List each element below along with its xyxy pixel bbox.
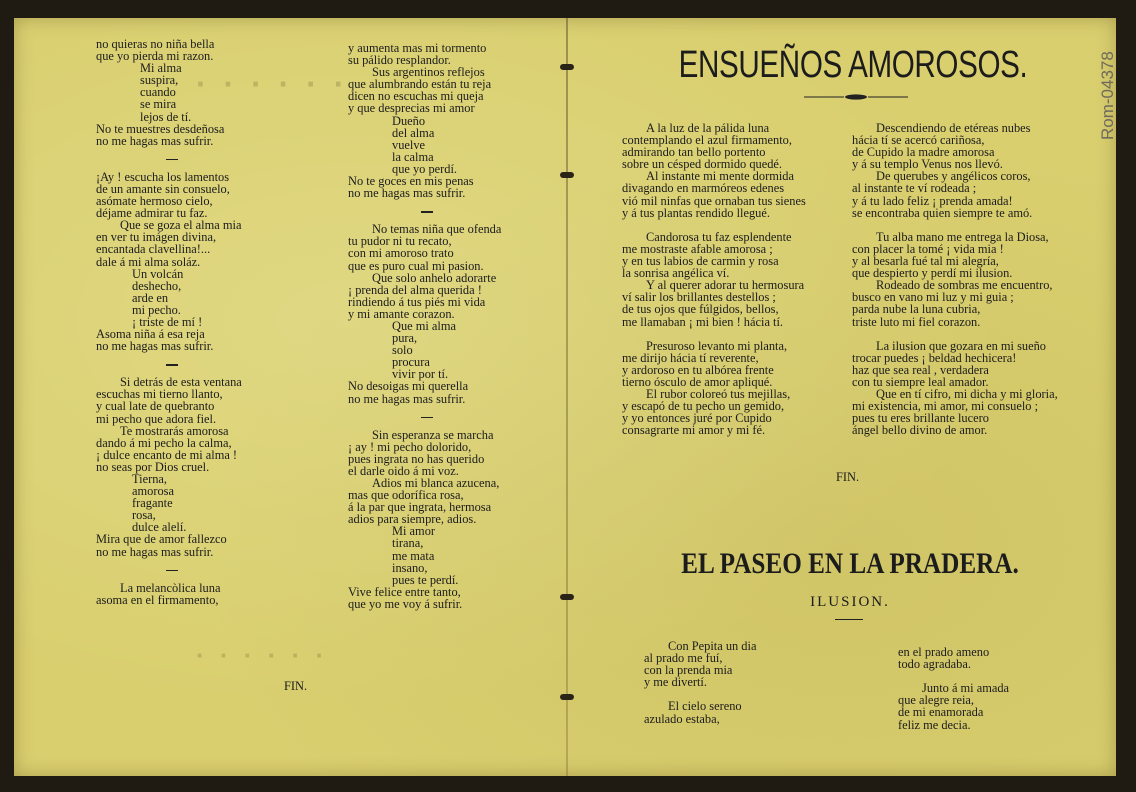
poem-line: no quieras no niña bella <box>96 37 215 51</box>
poem-line: cuando <box>140 85 176 100</box>
poem-line: ¡ prenda del alma querida ! <box>348 282 482 297</box>
poem-line: la sonrisa angélica ví. <box>622 266 730 281</box>
poem-line: ángel bello divino de amor. <box>852 423 988 438</box>
poem-line: No desoigas mi querella <box>348 379 469 394</box>
poem-line: feliz me decia. <box>898 717 971 732</box>
binding-stitch <box>560 594 574 600</box>
poem-line: dando á mi pecho la calma, <box>96 435 232 450</box>
poem-line: amorosa <box>132 484 174 499</box>
poem-line: y á tus plantas rendido llegué. <box>622 205 770 220</box>
poem-line: no me hagas mas sufrir. <box>96 339 214 354</box>
poem-line: trocar puedes ¡ beldad hechicera! <box>852 350 1017 365</box>
poem-line: de Cupido la madre amorosa <box>852 145 995 160</box>
poem-line: su pálido resplandor. <box>348 53 451 68</box>
poem-line: asómate hermoso cielo, <box>96 194 213 209</box>
poem-line: busco en vano mi luz y mi guia ; <box>852 290 1014 305</box>
poem-line: dicen no escuchas mi queja <box>348 89 484 104</box>
poem-line: en el prado ameno <box>898 645 990 659</box>
poem-line: y que desprecias mi amor <box>348 101 475 116</box>
poem-line: ¡Ay ! escucha los lamentos <box>96 169 230 184</box>
poem-line: adios para siempre, adios. <box>348 512 477 527</box>
poem-line: que alumbrando están tu reja <box>348 77 492 92</box>
poem-line: la calma <box>392 149 434 164</box>
poem-line: Tierna, <box>132 472 167 486</box>
poem-line: Presuroso levanto mi planta, <box>646 338 788 353</box>
poem-column-center-left <box>348 42 501 610</box>
poem-column-paseo-left <box>644 640 756 725</box>
poem-line: á la par que ingrata, hermosa <box>348 500 492 515</box>
poem-line: La melancòlica luna <box>120 580 221 595</box>
poem-line: Un volcán <box>132 266 184 281</box>
poem-line: mi pecho que adora fiel. <box>96 411 217 426</box>
poem-line: fragante <box>132 496 173 511</box>
poem-line: Candorosa tu faz esplendente <box>646 229 792 244</box>
poem-line: Al instante mi mente dormida <box>646 169 794 184</box>
poem-line: al instante te ví rodeada ; <box>852 181 977 196</box>
poem-line: al prado me fuí, <box>644 651 723 666</box>
poem-line: Mi alma <box>140 61 182 76</box>
poem-line: me mata <box>392 548 435 563</box>
fin-left: FIN. <box>284 679 308 693</box>
catalog-stamp <box>1098 22 1122 140</box>
center-fold <box>566 18 568 776</box>
poem-line: mi existencia, mi amor, mi consuelo ; <box>852 399 1039 414</box>
poem-line: y en tus labios de carmin y rosa <box>622 254 779 269</box>
poem-line: ¡ triste de mí ! <box>132 314 203 329</box>
poem-line: rindiendo á tus piés mi vida <box>348 294 486 309</box>
poem-line: no me hagas mas sufrir. <box>96 133 214 148</box>
section-title: EL PASEO EN LA PRADERA. <box>681 547 1019 580</box>
poem-line: mas que odorífica rosa, <box>348 488 464 503</box>
poem-line: con placer la tomé ¡ vida mia ! <box>852 241 1004 256</box>
poem-line: Tu alba mano me entrega la Diosa, <box>876 229 1049 244</box>
poem-column-ensuenos-right <box>852 122 1058 436</box>
poem-line: azulado estaba, <box>644 711 720 726</box>
poem-line: Que en tí cifro, mi dicha y mi gloria, <box>876 387 1058 402</box>
poem-line: Te mostrarás amorosa <box>120 423 229 438</box>
poem-line: deshecho, <box>132 278 182 293</box>
poem-line: vivir por tí. <box>392 367 449 382</box>
poem-line: contemplando el azul firmamento, <box>622 133 792 148</box>
poem-line: y á su templo Venus nos llevó. <box>852 157 1003 172</box>
poem-line: triste luto mi fiel corazon. <box>852 314 981 329</box>
stanza-divider <box>96 558 242 582</box>
poem-line: Dueño <box>392 113 426 128</box>
poem-line: que alegre reia, <box>898 693 975 708</box>
poem-line: vuelve <box>392 137 426 152</box>
poem-line: que es puro cual mi pasion. <box>348 258 484 273</box>
poem-line: Asoma niña á esa reja <box>96 327 205 342</box>
poem-line: tirana, <box>392 536 424 551</box>
poem-line: sobre un césped dormido quedé. <box>622 157 783 172</box>
poem-line: Mi amor <box>392 524 436 539</box>
stanza-divider <box>96 147 242 171</box>
poem-line: del alma <box>392 125 435 140</box>
poem-line: dale á mi alma soláz. <box>96 254 201 269</box>
fin-right: FIN. <box>836 470 860 484</box>
poem-line: Mira que de amor fallezco <box>96 532 227 547</box>
poem-line: tu pudor ni tu recato, <box>348 234 452 249</box>
poem-line: ví salir los brillantes destellos ; <box>622 290 776 305</box>
poem-line: pura, <box>392 331 418 346</box>
poem-line: no me hagas mas sufrir. <box>348 186 466 201</box>
poem-line: no me hagas mas sufrir. <box>348 391 466 406</box>
poem-line: de tus ojos que fúlgidos, bellos, <box>622 302 779 317</box>
poem-line: solo <box>392 343 413 358</box>
poem-line: el darle oido á mi voz. <box>348 463 459 478</box>
poem-line: dulce alelí. <box>132 520 187 535</box>
poem-line: déjame admirar tu faz. <box>96 206 208 221</box>
poem-line: se encontraba quien siempre te amó. <box>852 205 1033 220</box>
poem-line: vió mil ninfas que ornaban tus sienes <box>622 193 806 208</box>
poem-line: Rodeado de sombras me encuentro, <box>876 278 1053 293</box>
poem-line: y yo entonces juré por Cupido <box>622 411 772 426</box>
poem-line: No temas niña que ofenda <box>372 222 502 237</box>
poem-line: me mostraste afable amorosa ; <box>622 241 773 256</box>
poem-line: no me hagas mas sufrir. <box>96 544 214 559</box>
poem-line: hácia tí se acercó cariñosa, <box>852 133 985 148</box>
poem-line: admirando tan bello portento <box>622 145 766 160</box>
section-subtitle: ILUSION. <box>810 594 890 610</box>
poem-line: La ilusion que gozara en mi sueño <box>876 338 1046 353</box>
poem-line: y á tu lado feliz ¡ prenda amada! <box>852 193 1013 208</box>
poem-line: arde en <box>132 290 169 305</box>
poem-line: Con Pepita un dia <box>668 639 757 653</box>
poem-line: que yo pierda mi razon. <box>96 49 214 64</box>
poem-line: El rubor coloreó tus mejillas, <box>646 387 791 402</box>
binding-stitch <box>560 64 574 70</box>
page-title: ENSUEÑOS AMOROSOS. <box>678 44 1028 86</box>
stanza-divider <box>348 405 501 429</box>
catalog-stamp-text: Rom-04378 <box>1098 51 1117 140</box>
poem-line: me dirijo hácia tí reverente, <box>622 350 759 365</box>
poem-line: que despierto y perdí mi ilusion. <box>852 266 1013 281</box>
binding-stitch <box>560 694 574 700</box>
poem-line: y aumenta mas mi tormento <box>348 41 487 55</box>
poem-line: se mira <box>140 97 177 112</box>
poem-line: y ardoroso en tu albórea frente <box>622 362 774 377</box>
poem-line: encantada clavellina!... <box>96 242 211 257</box>
poem-line: Si detrás de esta ventana <box>120 375 242 390</box>
poem-line: Que solo anhelo adorarte <box>372 270 497 285</box>
poem-line: tierno ósculo de amor apliqué. <box>622 374 773 389</box>
subtitle-rule <box>835 619 863 620</box>
poem-line: lejos de tí. <box>140 109 192 124</box>
poem-column-left <box>96 38 242 606</box>
ornament-rule <box>804 94 908 100</box>
bleed-through-mark: · · · · · · <box>196 640 329 670</box>
poem-line: Y al querer adorar tu hermosura <box>646 278 805 293</box>
poem-line: parda nube la luna cubria, <box>852 302 981 317</box>
poem-line: que yo me voy á sufrir. <box>348 596 463 611</box>
poem-column-ensuenos-left <box>622 122 806 436</box>
poem-line: y al besarla fué tal mi alegría, <box>852 254 999 269</box>
poem-line: Sin esperanza se marcha <box>372 427 494 442</box>
poem-line: me llamaban ¡ mi bien ! hácia tí. <box>622 314 784 329</box>
poem-line: asoma en el firmamento, <box>96 592 219 607</box>
poem-line: ¡ ay ! mi pecho dolorido, <box>348 439 472 454</box>
poem-line: con mi amoroso trato <box>348 246 454 261</box>
poem-line: pues ingrata no has querido <box>348 451 485 466</box>
poem-line: Junto á mi amada <box>922 681 1010 696</box>
poem-line: pues tu eres brillante lucero <box>852 411 989 426</box>
poem-line: No te goces en mis penas <box>348 174 474 189</box>
poem-line: De querubes y angélicos coros, <box>876 169 1031 184</box>
poem-line: Que mi alma <box>392 318 456 333</box>
poem-line: divagando en marmóreos edenes <box>622 181 785 196</box>
poem-line: pues te perdí. <box>392 572 459 587</box>
poem-line: Sus argentinos reflejos <box>372 65 485 80</box>
poem-line: escuchas mi tierno llanto, <box>96 387 223 402</box>
poem-line: insano, <box>392 560 428 575</box>
poem-line: en ver tu imágen divina, <box>96 230 217 245</box>
stanza-gap <box>622 328 806 340</box>
poem-line: ¡ dulce encanto de mi alma ! <box>96 447 238 462</box>
poem-line: procura <box>392 355 430 370</box>
stanza-divider <box>96 352 242 376</box>
poem-line: suspira, <box>140 73 179 88</box>
poem-line: todo agradaba. <box>898 657 971 672</box>
poem-line: y me divertí. <box>644 675 707 690</box>
stanza-gap <box>852 328 1058 340</box>
poem-line: de mi enamorada <box>898 705 984 720</box>
poem-line: que yo perdí. <box>392 161 458 176</box>
poem-line: mi pecho. <box>132 302 181 317</box>
poem-line: de un amante sin consuelo, <box>96 181 230 196</box>
poem-line: Adios mi blanca azucena, <box>372 476 500 490</box>
binding-stitch <box>560 172 574 178</box>
poem-line: con la prenda mia <box>644 663 733 678</box>
poem-line: y cual late de quebranto <box>96 399 215 414</box>
poem-line: Descendiendo de etéreas nubes <box>876 121 1031 135</box>
stanza-divider <box>348 199 501 223</box>
poem-line: y mi amante corazon. <box>348 306 455 321</box>
poem-line: Vive felice entre tanto, <box>348 584 461 599</box>
poem-column-paseo-right <box>898 646 1009 731</box>
poem-line: con tu siempre leal amador. <box>852 374 989 389</box>
poem-line: Que se goza el alma mia <box>120 218 242 233</box>
poem-line: A la luz de la pálida luna <box>646 121 770 135</box>
poem-line: y escapó de tu pecho un gemido, <box>622 399 785 414</box>
poem-line: haz que sea real , verdadera <box>852 362 989 377</box>
poem-line: No te muestres desdeñosa <box>96 121 225 136</box>
poem-line: El cielo sereno <box>668 699 742 714</box>
poem-line: no seas por Dios cruel. <box>96 459 210 474</box>
poem-line: consagrarte mi amor y mi fé. <box>622 423 766 438</box>
poem-line: rosa, <box>132 508 156 523</box>
bleed-through-mark: · · · · · · <box>196 66 349 102</box>
